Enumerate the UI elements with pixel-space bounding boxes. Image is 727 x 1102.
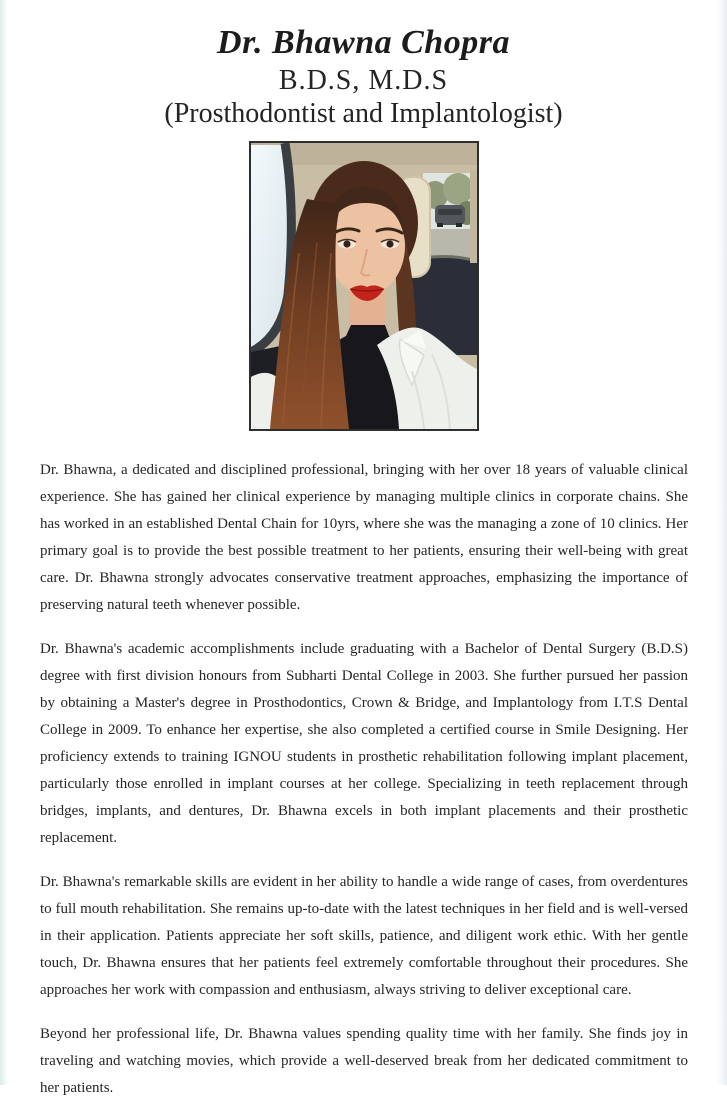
bio-paragraph-3: Dr. Bhawna's remarkable skills are evident in her ability to handle a wide range of cases, from overdentures to full mouth rehabilitation. She remains up-to-date with the latest techniques in her field and is well-versed in their application. Patients appreciate her soft skills, patience, and diligent work ethic. With her gentle touch, Dr. Bhawna ensures that her patients feel extremely comfortable throughout their procedures. She approaches her work with compassion and enthusiasm, always striving to deliver exceptional care. bbox=[40, 874, 688, 998]
car-pillar-right bbox=[470, 171, 477, 263]
doctor-credentials: B.D.S, M.D.S bbox=[278, 65, 449, 96]
doctor-name-title: Dr. Bhawna Chopra bbox=[217, 24, 510, 61]
portrait-photo-wrapper bbox=[249, 141, 479, 431]
document-header bbox=[0, 0, 727, 130]
bio-paragraph-2: Dr. Bhawna's academic accomplishments include graduating with a Bachelor of Dental Surgery (B.D.S) degree with first division honours from Subharti Dental College in 2003. She further pursued her passion by obtaining a Master's degree in Prosthodontics, Crown & Bridge, and Implantology from I.T.S Dental College in 2009. To enhance her expertise, she also completed a certified course in Smile Designing. Her proficiency extends to training IGNOU students in prosthetic rehabilitation following implant placement, particularly those enrolled in implant courses at her college. Specializing in teeth replacement through bridges, implants, and dentures, Dr. Bhawna excels in both implant placements and their prosthetic replacement. bbox=[40, 641, 688, 846]
bio-paragraph-1: Dr. Bhawna, a dedicated and disciplined professional, bringing with her over 18 years of valuable clinical experience. She has gained her clinical experience by managing multiple clinics in corporate chains. She has worked in an established Dental Chain for 10yrs, where she was the managing a zone of 10 clinics. Her primary goal is to provide the best possible treatment to her patients, ensuring their well-being with great care. Dr. Bhawna strongly advocates conservative treatment approaches, emphasizing the importance of preserving natural teeth whenever possible. bbox=[40, 462, 688, 613]
right-iris bbox=[386, 240, 393, 247]
parked-car-wheel bbox=[456, 223, 462, 227]
bio-paragraph-4: Beyond her professional life, Dr. Bhawna values spending quality time with her family. She finds joy in traveling and watching movies, which provide a well-deserved break from her dedicated commitment to her patients. bbox=[40, 1026, 688, 1096]
parked-car-window bbox=[438, 209, 462, 215]
page-edge-tint-right bbox=[717, 0, 727, 1085]
parked-car-wheel bbox=[437, 223, 443, 227]
page-edge-tint-left bbox=[0, 0, 8, 1085]
doctor-specialty: (Prosthodontist and Implantologist) bbox=[164, 98, 563, 129]
biography-section bbox=[40, 457, 688, 1102]
left-iris bbox=[343, 240, 350, 247]
tree-foliage bbox=[443, 173, 473, 205]
portrait-photo-illustration bbox=[251, 143, 477, 429]
portrait-photo bbox=[249, 141, 479, 431]
